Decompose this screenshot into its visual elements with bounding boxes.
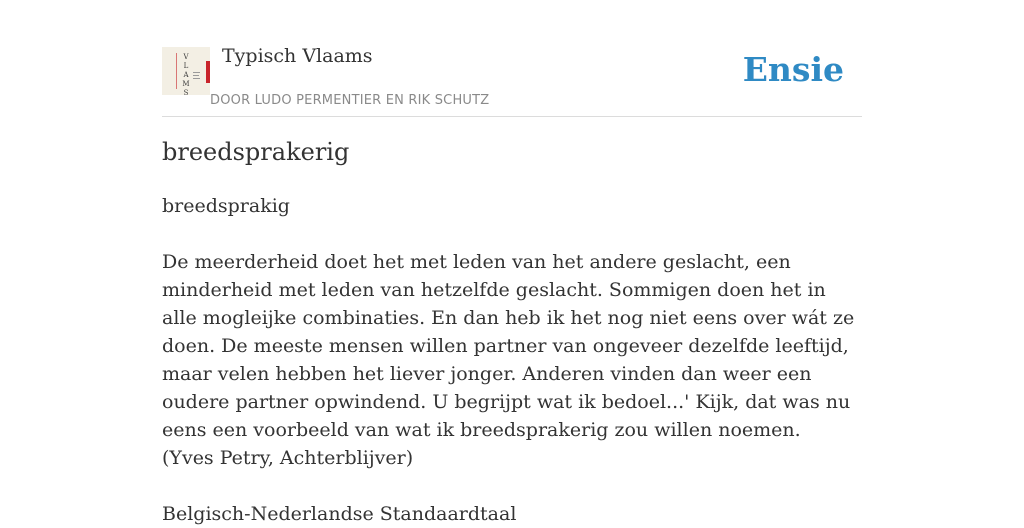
ensie-logo-link[interactable]: Ensie — [742, 50, 844, 89]
paragraph-gap — [162, 472, 862, 500]
dictionary-authors: DOOR LUDO PERMENTIER EN RIK SCHUTZ — [210, 93, 490, 108]
entry-synonym: breedsprakig — [162, 195, 290, 217]
entry-language-label: Belgisch-Nederlandse Standaardtaal — [162, 503, 517, 525]
entry-body — [162, 192, 862, 528]
cover-letter: A — [183, 71, 189, 79]
dictionary-title-link[interactable]: Typisch Vlaams — [222, 45, 373, 67]
cover-letter: L — [183, 62, 189, 70]
entry-term: breedsprakerig — [162, 138, 350, 166]
cover-letter: S — [183, 89, 189, 97]
dictionary-header — [162, 40, 862, 117]
cover-letter: M — [182, 80, 190, 88]
cover-letter: V — [183, 53, 189, 61]
paragraph-gap — [162, 220, 862, 248]
entry-example-source: (Yves Petry, Achterblijver) — [162, 447, 414, 469]
book-cover-icon[interactable] — [162, 47, 210, 95]
book-cover-graphic — [162, 47, 210, 95]
entry-example-quote: De meerderheid doet het met leden van het andere geslacht, een minderheid met leden van hetzelfde geslacht. Sommigen doen het in alle mogleijke combinaties. En dan heb ik het nog niet eens over wát ze doen. De meeste mensen willen partner van ongeveer dezelfde leeftijd, maar velen hebben het liever jonger. Anderen vinden dan weer een oudere partner opwindend. U begrijpt wat ik bedoel...' Kijk, dat was nu eens een voorbeeld van wat ik breedsprakerig zou willen noemen. — [162, 251, 855, 441]
